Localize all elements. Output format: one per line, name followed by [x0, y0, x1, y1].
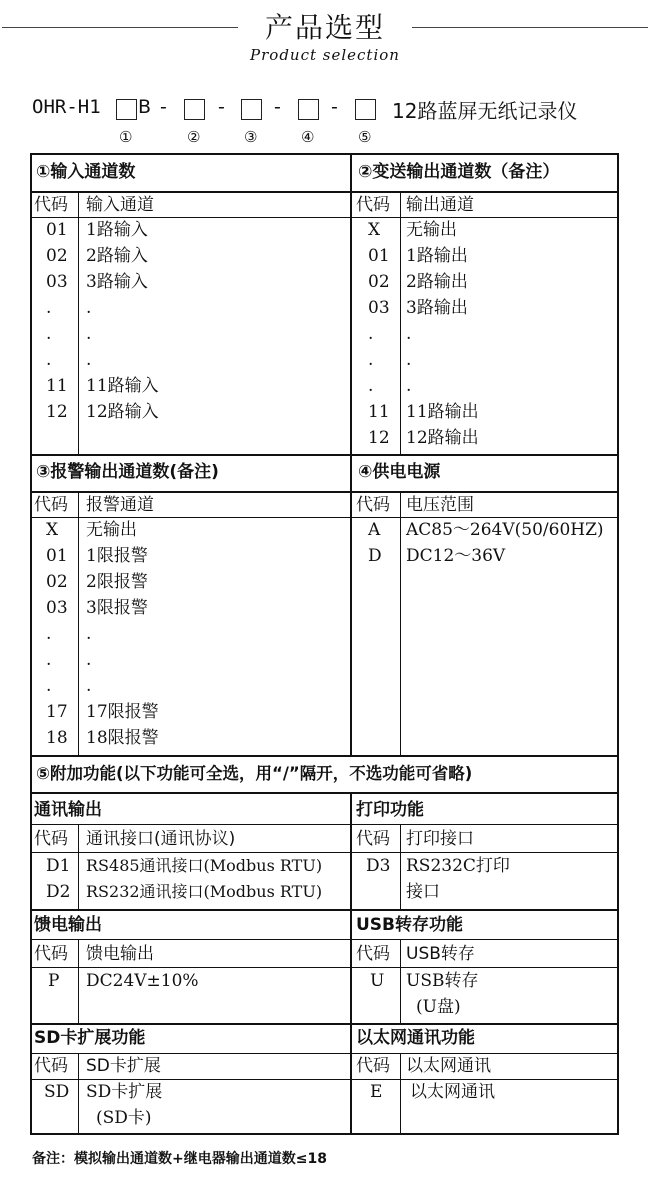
s1-code: 01	[46, 220, 68, 240]
s4-col-desc: 电压范围	[406, 495, 474, 515]
feed-title: 馈电输出	[34, 915, 102, 935]
usb-col-desc: USB转存	[406, 944, 475, 964]
s1-col-desc: 输入通道	[86, 195, 154, 215]
s3-code-divider	[78, 493, 79, 757]
print-desc-line2: 接口	[406, 882, 440, 902]
s4-desc: AC85～264V(50/60HZ)	[406, 520, 604, 540]
comm-title: 通讯输出	[34, 800, 102, 820]
center-divider-top	[350, 155, 352, 757]
s3-code: 18	[46, 728, 68, 748]
model-b: B	[138, 96, 152, 118]
feed-code: P	[48, 971, 60, 991]
print-title: 打印功能	[356, 800, 424, 820]
s1-desc: 11路输入	[86, 376, 159, 396]
sd-col-desc: SD卡扩展	[86, 1056, 161, 1076]
s34-bottom-rule	[32, 755, 617, 757]
code-box-1	[116, 99, 137, 120]
comm-code: D2	[46, 882, 71, 902]
s2-col-code: 代码	[356, 195, 390, 215]
s3-title: ③报警输出通道数(备注)	[36, 462, 219, 482]
eth-desc: 以太网通讯	[410, 1082, 495, 1102]
s2-desc: 1路输出	[406, 246, 468, 266]
comm-col-code: 代码	[34, 829, 68, 849]
s2-code: 02	[368, 272, 390, 292]
comm-desc: RS485通讯接口(Modbus RTU)	[86, 856, 323, 875]
s3-desc: 18限报警	[86, 728, 159, 748]
print-code-divider	[400, 824, 401, 909]
s1-code: .	[46, 350, 52, 370]
model-dash-2: -	[218, 96, 225, 118]
feed-col-code: 代码	[34, 944, 68, 964]
s3-desc: 2限报警	[86, 572, 148, 592]
usb-col-code: 代码	[356, 944, 390, 964]
s2-title: ②变送输出通道数（备注）	[358, 162, 560, 182]
s3-desc: 3限报警	[86, 598, 148, 618]
feed-bottom-rule	[32, 1023, 617, 1025]
s2-code-divider	[400, 193, 401, 455]
s3-code: .	[46, 624, 52, 644]
eth-col-code: 代码	[356, 1056, 390, 1076]
s1-code: 11	[46, 376, 68, 396]
s4-code: A	[368, 520, 381, 540]
model-code-line	[32, 96, 632, 126]
comm-code-divider	[78, 824, 79, 909]
s2-code: .	[368, 350, 374, 370]
comm-col-desc: 通讯接口(通讯协议)	[86, 829, 236, 849]
usb-desc-line2: (U盘)	[416, 997, 461, 1017]
s12-header-rule	[32, 217, 617, 218]
page-header	[0, 0, 650, 80]
feed-code-divider	[78, 939, 79, 1023]
s1-desc: .	[86, 350, 92, 370]
feed-title-rule	[32, 939, 617, 940]
s3-code: .	[46, 676, 52, 696]
s2-code: 11	[368, 402, 390, 422]
s3-col-code: 代码	[34, 495, 68, 515]
s3-code: .	[46, 650, 52, 670]
page-title: 产品选型	[264, 11, 385, 44]
usb-code: U	[370, 971, 385, 991]
marker-2: ②	[187, 128, 201, 146]
comm-title-rule	[32, 824, 617, 825]
code-box-4	[298, 99, 319, 120]
s1-desc: 3路输入	[86, 272, 148, 292]
s2-code: 12	[368, 428, 390, 448]
page-subtitle: Product selection	[250, 46, 400, 64]
code-box-5	[355, 99, 376, 120]
eth-code-divider	[400, 1053, 401, 1135]
s2-code: 03	[368, 298, 390, 318]
s2-code: .	[368, 376, 374, 396]
s3-code: 17	[46, 702, 68, 722]
sd-header-rule	[32, 1079, 617, 1080]
sd-title-rule	[32, 1053, 617, 1054]
s2-code: X	[368, 220, 381, 240]
s1-title: ①输入通道数	[36, 162, 136, 182]
s2-col-desc: 输出通道	[406, 195, 474, 215]
s1-desc: .	[86, 324, 92, 344]
print-col-code: 代码	[356, 829, 390, 849]
comm-code: D1	[46, 856, 71, 876]
s3-desc: .	[86, 650, 92, 670]
usb-desc: USB转存	[406, 971, 479, 991]
s1-code: 12	[46, 402, 68, 422]
s4-code: D	[368, 546, 382, 566]
s1-desc: .	[86, 298, 92, 318]
s3-code: 01	[46, 546, 68, 566]
center-divider-bottom	[350, 792, 352, 1135]
s3-desc: .	[86, 624, 92, 644]
marker-3: ③	[244, 128, 258, 146]
s4-title: ④供电电源	[358, 462, 441, 482]
s2-desc: 12路输出	[406, 428, 479, 448]
s2-code: 01	[368, 246, 390, 266]
eth-title: 以太网通讯功能	[356, 1028, 475, 1048]
s2-desc: .	[406, 324, 412, 344]
sd-code: SD	[44, 1082, 70, 1102]
comm-bottom-rule	[32, 909, 617, 911]
s2-desc: .	[406, 376, 412, 396]
s1-desc: 2路输入	[86, 246, 148, 266]
s2-desc: 11路输出	[406, 402, 479, 422]
s3-desc: .	[86, 676, 92, 696]
s4-code-divider	[400, 493, 401, 757]
sd-desc: SD卡扩展	[86, 1082, 163, 1102]
s1-code: 03	[46, 272, 68, 292]
comm-header-rule	[32, 852, 617, 853]
s5-bottom-rule	[32, 792, 617, 794]
s4-col-code: 代码	[356, 495, 390, 515]
s1-col-code: 代码	[34, 195, 68, 215]
s1-code: .	[46, 298, 52, 318]
s2-desc: .	[406, 350, 412, 370]
sd-title: SD卡扩展功能	[34, 1028, 146, 1048]
usb-code-divider	[400, 939, 401, 1023]
eth-col-desc: 以太网通讯	[406, 1056, 491, 1076]
selection-table	[30, 153, 619, 1135]
marker-4: ④	[301, 128, 315, 146]
s2-desc: 3路输出	[406, 298, 468, 318]
sd-desc-line2: (SD卡)	[96, 1108, 152, 1128]
s1-code: 02	[46, 246, 68, 266]
product-name: 12路蓝屏无纸记录仪	[392, 99, 578, 123]
feed-desc: DC24V±10%	[86, 971, 199, 991]
model-prefix: OHR-H1	[32, 96, 101, 118]
s2-desc: 无输出	[406, 220, 457, 240]
s12-title-rule	[32, 191, 617, 193]
s3-desc: 17限报警	[86, 702, 159, 722]
s3-col-desc: 报警通道	[86, 495, 154, 515]
model-dash-3: -	[274, 96, 281, 118]
sd-code-divider	[78, 1053, 79, 1135]
s4-desc: DC12～36V	[406, 546, 506, 566]
s3-desc: 1限报警	[86, 546, 148, 566]
s2-code: .	[368, 324, 374, 344]
s3-desc: 无输出	[86, 520, 137, 540]
s2-desc: 2路输出	[406, 272, 468, 292]
s1-desc: 12路输入	[86, 402, 159, 422]
marker-1: ①	[119, 128, 133, 146]
feed-header-rule	[32, 967, 617, 968]
s5-title: ⑤附加功能(以下功能可全选，用“/”隔开，不选功能可省略)	[36, 764, 473, 783]
s3-code: X	[46, 520, 59, 540]
code-box-2	[184, 99, 205, 120]
s1-code: .	[46, 324, 52, 344]
print-col-desc: 打印接口	[406, 829, 474, 849]
print-code: D3	[366, 856, 391, 876]
s12-bottom-rule	[32, 454, 617, 456]
s34-title-rule	[32, 491, 617, 493]
code-box-3	[241, 99, 262, 120]
model-dash-4: -	[331, 96, 338, 118]
s1-code-divider	[78, 193, 79, 455]
usb-title: USB转存功能	[356, 915, 464, 935]
eth-code: E	[370, 1082, 383, 1102]
feed-col-desc: 馈电输出	[86, 944, 154, 964]
print-desc: RS232C打印	[406, 856, 510, 876]
footnote: 备注：模拟输出通道数+继电器输出通道数≤18	[32, 1151, 327, 1167]
s34-header-rule	[32, 517, 617, 518]
s3-code: 03	[46, 598, 68, 618]
marker-5: ⑤	[358, 128, 372, 146]
comm-desc: RS232通讯接口(Modbus RTU)	[86, 882, 323, 901]
sd-col-code: 代码	[34, 1056, 68, 1076]
s3-code: 02	[46, 572, 68, 592]
s1-desc: 1路输入	[86, 220, 148, 240]
model-dash-1: -	[160, 96, 167, 118]
